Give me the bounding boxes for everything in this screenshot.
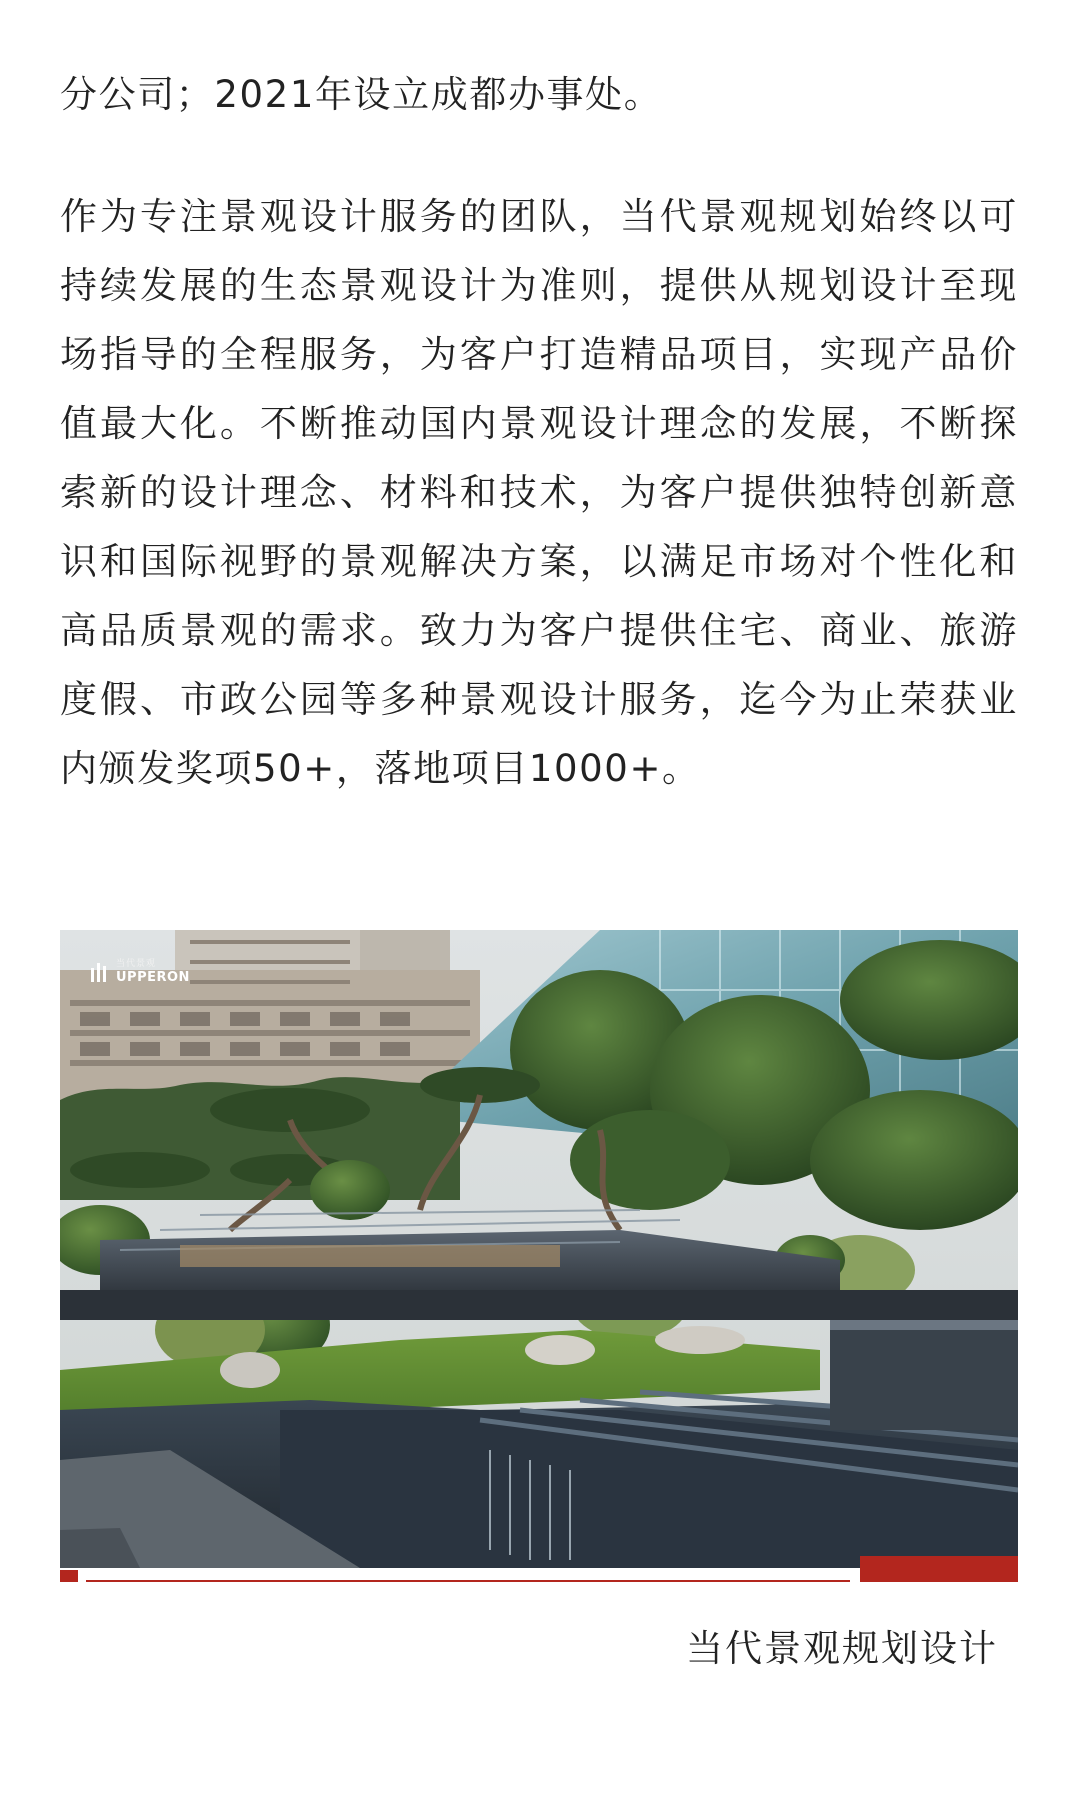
landscape-photo-figure <box>60 930 1018 1582</box>
photo-caption: 当代景观规划设计 <box>686 1627 998 1670</box>
landscape-photo <box>60 930 1018 1568</box>
paragraph-intro-end: 分公司；2021年设立成都办事处。 <box>60 73 663 116</box>
frame-accent-line <box>86 1580 850 1582</box>
paragraph-company-profile: 作为专注景观设计服务的团队，当代景观规划始终以可持续发展的生态景观设计为准则，提供从规划设计至现场指导的全程服务，为客户打造精品项目，实现产品价值最大化。不断推动国内景观设计理念的发展，不断探索新的设计理念、材料和技术，为客户提供独特创新意识和国际视野的景观解决方案，以满足市场对个性化和高品质景观的需求。致力为客户提供住宅、商业、旅游度假、市政公园等多种景观设计服务，迄今为止荣获业内颁发奖项50+，落地项目1000+。 <box>60 195 1018 790</box>
brand-logo <box>90 960 190 984</box>
logo-cn-text: 当代景观 <box>116 959 157 969</box>
frame-accent-right <box>860 1556 1018 1582</box>
frame-accent-left <box>60 1570 78 1582</box>
logo-mark-icon <box>90 960 110 984</box>
logo-en-text: UPPERON <box>116 970 190 985</box>
